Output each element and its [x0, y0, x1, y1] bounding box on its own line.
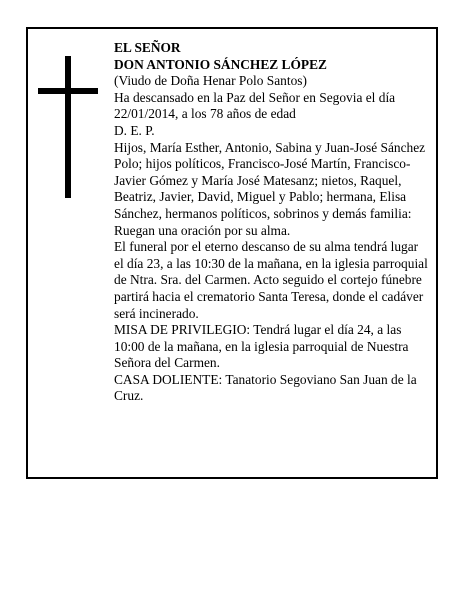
- family-list: Hijos, María Esther, Antonio, Sabina y Juan-José Sánchez Polo; hijos políticos, Francisco-José Martín, Francisco-Javier Gómez y María José Matesanz; nietos, Raquel, Beatriz, Javier, David, Miguel y Pablo; hermana, Elisa Sánchez, hermanos políticos, sobrinos y demás familia:: [114, 139, 426, 221]
- rest-in-peace: D. E. P.: [114, 122, 155, 138]
- obituary-notice: [26, 27, 438, 479]
- death-announcement: Ha descansado en la Paz del Señor en Segovia el día 22/01/2014, a los 78 años de edad: [114, 89, 396, 122]
- deceased-honorific: EL SEÑOR: [114, 40, 181, 55]
- privilege-mass: MISA DE PRIVILEGIO: Tendrá lugar el día 24, a las 10:00 de la mañana, en la iglesia parroquial de Nuestra Señora del Carmen.: [114, 322, 409, 371]
- prayer-request: Ruegan una oración por su alma.: [114, 222, 291, 238]
- widow-of-line: (Viudo de Doña Henar Polo Santos): [114, 73, 307, 89]
- cross-horizontal-bar: [38, 88, 98, 94]
- mourning-house: CASA DOLIENTE: Tanatorio Segoviano San Juan de la Cruz.: [114, 371, 417, 404]
- obituary-text: [114, 40, 430, 405]
- cross-vertical-bar: [65, 56, 71, 198]
- funeral-details: El funeral por el eterno descanso de su alma tendrá lugar el día 23, a las 10:30 de la mañana, en la iglesia parroquial de Ntra. Sra. del Carmen. Acto seguido el cortejo fúnebre partirá hacia el crematorio Santa Teresa, donde el cadáver será incinerado.: [114, 239, 428, 321]
- latin-cross-icon: [38, 56, 98, 198]
- deceased-name: DON ANTONIO SÁNCHEZ LÓPEZ: [114, 56, 327, 72]
